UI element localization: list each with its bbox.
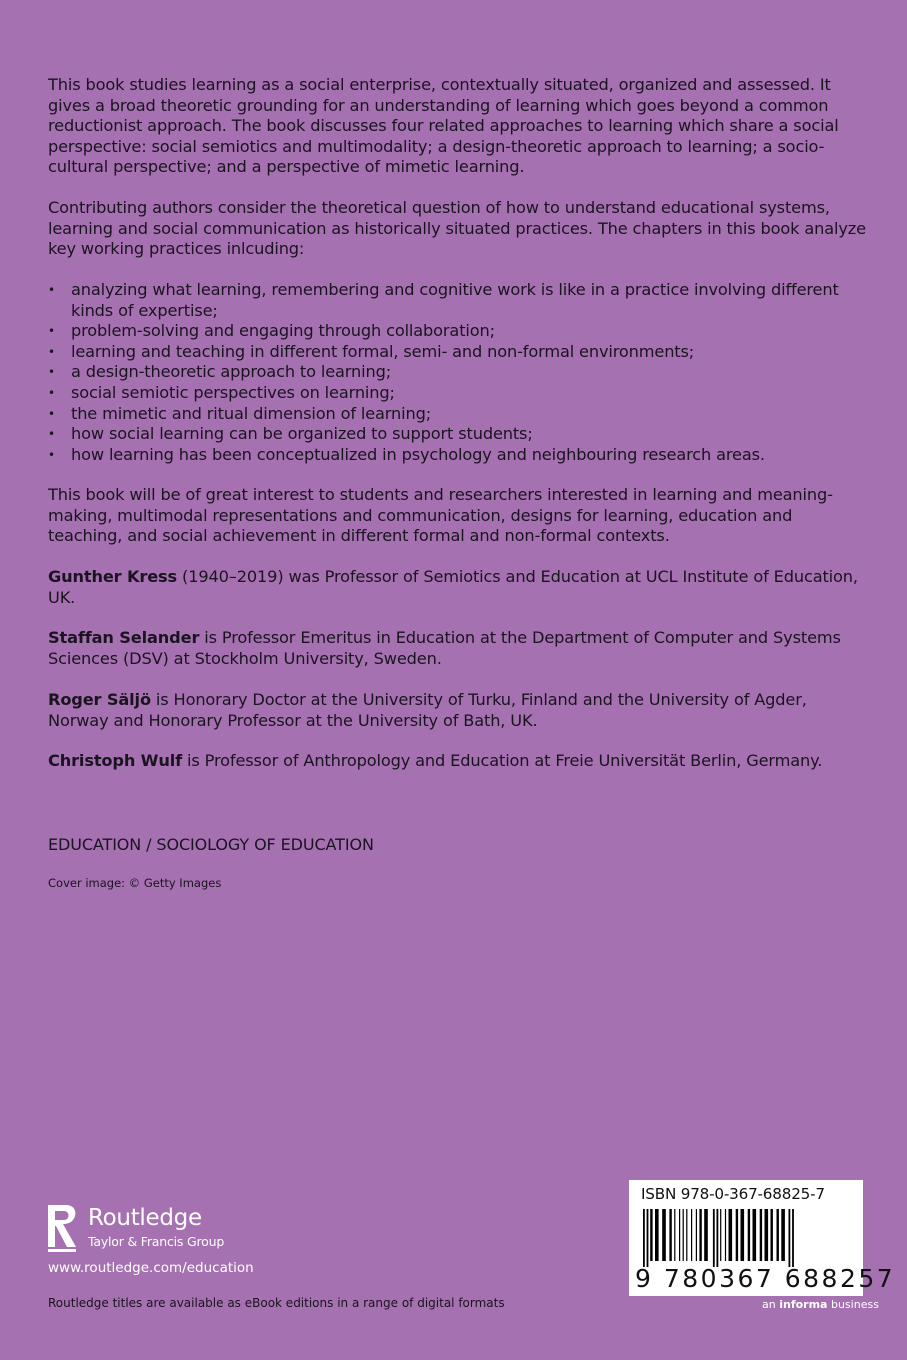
barcode-bar [691, 1209, 692, 1261]
author-bio-text: is Professor Emeritus in Education at the Department of Computer and Systems Sciences (DSV) at Stockholm University, Sweden. [48, 628, 841, 668]
barcode-bar [643, 1209, 645, 1267]
informa-tagline [762, 1298, 879, 1311]
barcode-bar [777, 1209, 779, 1261]
description-paragraph-3: This book will be of great interest to students and researchers interested in learning and meaning-making, multimodal representations and communication, designs for learning, education and teaching, and social achievement in different formal and non-formal contexts. [48, 485, 833, 546]
publisher-name: Routledge [88, 1205, 202, 1231]
barcode-bar [662, 1209, 666, 1261]
barcode-bar [679, 1209, 680, 1261]
list-item: • a design-theoretic approach to learning; [48, 362, 878, 383]
barcode-bar [720, 1209, 721, 1261]
barcode-bar [781, 1209, 785, 1261]
author-bio-text: is Honorary Doctor at the University of Turku, Finland and the University of Agder, Norway and Honorary Professor at the University of Bath, UK. [48, 690, 807, 730]
barcode-bar [741, 1209, 745, 1261]
isbn-label: ISBN 978-0-367-68825-7 [641, 1185, 825, 1203]
author-name: Gunther Kress [48, 567, 178, 586]
barcode-bar [789, 1209, 791, 1267]
list-item: • learning and teaching in different formal, semi- and non-formal environments; [48, 342, 878, 363]
publisher-group: Taylor & Francis Group [88, 1234, 225, 1249]
barcode-bar [765, 1209, 769, 1261]
barcode-bar [704, 1209, 708, 1261]
author-bio-text: (1940–2019) was Professor of Semiotics and Education at UCL Institute of Education, UK. [48, 567, 858, 607]
barcode-panel [629, 1180, 896, 1296]
barcode-bar [696, 1209, 697, 1261]
author-bio-kress [48, 567, 868, 608]
routledge-logo-icon [46, 1203, 80, 1253]
author-bio-wulf [48, 751, 868, 772]
ebook-note: Routledge titles are available as eBook editions in a range of digital formats [48, 1296, 505, 1310]
author-name: Roger Säljö [48, 690, 151, 709]
barcode-bar [669, 1209, 671, 1261]
author-name: Staffan Selander [48, 628, 200, 647]
list-item: • the mimetic and ritual dimension of learning; [48, 404, 878, 425]
barcode-bar [674, 1209, 675, 1261]
list-item: • how learning has been conceptualized in psychology and neighbouring research areas. [48, 445, 878, 466]
barcode-bar [650, 1209, 652, 1261]
barcode-bar [699, 1209, 701, 1261]
barcode-bar [717, 1209, 719, 1267]
list-item: • problem-solving and engaging through collaboration; [48, 321, 878, 342]
barcode-bar [771, 1209, 773, 1261]
barcode-bar [655, 1209, 659, 1261]
informa-brand: informa [779, 1298, 828, 1311]
cover-credit: Cover image: © Getty Images [48, 876, 222, 890]
description-paragraph-1: This book studies learning as a social enterprise, contextually situated, organized and assessed. It gives a broad theoretic grounding for an understanding of learning which goes beyond a common reductionist approach. The book discusses four related approaches to learning which share a social perspective: social semiotics and multimodality; a design-theoretic approach to learning; a socio-cultural perspective; and a perspective of mimetic learning. [48, 75, 839, 177]
author-bio-text: is Professor of Anthropology and Education at Freie Universität Berlin, Germany. [182, 751, 823, 770]
barcode-bar [736, 1209, 738, 1261]
barcode-bar [729, 1209, 733, 1261]
barcode-bar [686, 1209, 687, 1261]
list-item: • social semiotic perspectives on learning; [48, 383, 878, 404]
barcode-bar [683, 1209, 684, 1261]
barcode-icon [637, 1209, 857, 1267]
author-name: Christoph Wulf [48, 751, 183, 770]
description-paragraph-2: Contributing authors consider the theoretical question of how to understand educational systems, learning and social communication as historically situated practices. The chapters in this book analyze key working practices inlcuding: [48, 198, 866, 259]
list-item: • analyzing what learning, remembering and cognitive work is like in a practice involving different kinds of expertise; [48, 280, 878, 321]
barcode-bar [792, 1209, 794, 1267]
publisher-logo [46, 1203, 246, 1253]
barcode-bar [647, 1209, 649, 1267]
barcode-digits: 9 780367 688257 [635, 1264, 896, 1293]
barcode-bar [725, 1209, 726, 1261]
author-bio-saljo [48, 690, 868, 731]
barcode-bar [748, 1209, 750, 1261]
informa-prefix: an [762, 1298, 780, 1311]
author-bio-selander [48, 628, 868, 669]
publisher-website-link[interactable]: www.routledge.com/education [48, 1260, 254, 1276]
barcode-bar [753, 1209, 757, 1261]
barcode-bar [760, 1209, 762, 1261]
informa-suffix: business [827, 1298, 879, 1311]
subject-category: EDUCATION / SOCIOLOGY OF EDUCATION [48, 835, 374, 854]
working-practices-list [48, 280, 878, 465]
barcode-bar [713, 1209, 715, 1267]
list-item: • how social learning can be organized to support students; [48, 424, 878, 445]
